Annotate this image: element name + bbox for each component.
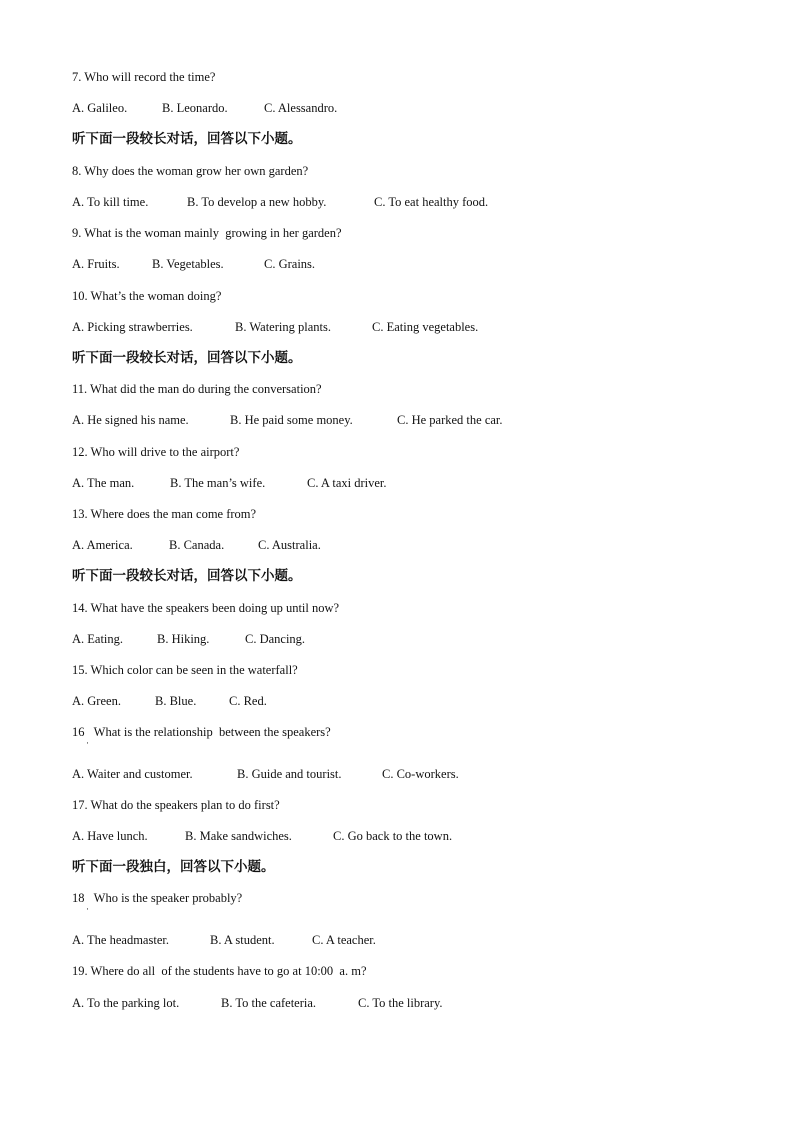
option-c: C. To the library. bbox=[358, 996, 443, 1010]
option-a: A. The headmaster. bbox=[72, 933, 169, 947]
option-a: A. Fruits. bbox=[72, 257, 120, 271]
question-text: 16 What is the relationship between the speakers? bbox=[72, 725, 331, 739]
option-b: B. To the cafeteria. bbox=[221, 996, 317, 1010]
option-c: C. Red. bbox=[229, 694, 267, 708]
option-b: B. Vegetables. bbox=[152, 257, 224, 271]
option-c: C. Alessandro. bbox=[264, 101, 338, 115]
option-c: C. Australia. bbox=[258, 538, 321, 552]
question-text: 15. Which color can be seen in the waterfall? bbox=[72, 663, 298, 677]
section-instruction: 听下面一段较长对话，回答以下小题。 bbox=[72, 568, 302, 584]
option-b: B. Make sandwiches. bbox=[185, 829, 292, 843]
option-c: C. He parked the car. bbox=[397, 413, 503, 427]
option-c: C. Co-workers. bbox=[382, 767, 459, 781]
question-text: 13. Where does the man come from? bbox=[72, 507, 257, 521]
question-text: 9. What is the woman mainly growing in her garden? bbox=[72, 226, 342, 240]
question-text: 17. What do the speakers plan to do first? bbox=[72, 798, 280, 812]
option-c: C. A teacher. bbox=[312, 933, 376, 947]
option-b: B. A student. bbox=[210, 933, 275, 947]
section-instruction: 听下面一段独白，回答以下小题。 bbox=[72, 859, 275, 875]
option-a: A. Waiter and customer. bbox=[72, 767, 193, 781]
option-c: C. A taxi driver. bbox=[307, 476, 387, 490]
option-a: A. Have lunch. bbox=[72, 829, 148, 843]
option-b: B. Canada. bbox=[169, 538, 225, 552]
option-b: B. Hiking. bbox=[157, 632, 210, 646]
question-text: 10. What’s the woman doing? bbox=[72, 289, 222, 303]
option-b: B. To develop a new hobby. bbox=[187, 195, 327, 209]
question-text: 12. Who will drive to the airport? bbox=[72, 445, 240, 459]
option-a: A. To the parking lot. bbox=[72, 996, 180, 1010]
option-a: A. The man. bbox=[72, 476, 135, 490]
option-a: A. America. bbox=[72, 538, 133, 552]
question-text: 11. What did the man do during the conversation? bbox=[72, 382, 322, 396]
option-a: A. He signed his name. bbox=[72, 413, 189, 427]
option-b: B. Leonardo. bbox=[162, 101, 228, 115]
question-text: 7. Who will record the time? bbox=[72, 70, 216, 84]
option-a: A. Green. bbox=[72, 694, 121, 708]
question-text: 18 Who is the speaker probably? bbox=[72, 891, 243, 905]
option-c: C. Eating vegetables. bbox=[372, 320, 479, 334]
option-a: A. Eating. bbox=[72, 632, 124, 646]
option-c: C. Dancing. bbox=[245, 632, 306, 646]
option-c: C. Go back to the town. bbox=[333, 829, 453, 843]
option-a: A. To kill time. bbox=[72, 195, 149, 209]
option-c: C. Grains. bbox=[264, 257, 316, 271]
stray-dot-mark: · bbox=[86, 738, 89, 748]
question-text: 19. Where do all of the students have to go at 10:00 a. m? bbox=[72, 964, 367, 978]
section-instruction: 听下面一段较长对话，回答以下小题。 bbox=[72, 131, 302, 147]
option-a: A. Picking strawberries. bbox=[72, 320, 193, 334]
option-b: B. He paid some money. bbox=[230, 413, 353, 427]
question-text: 14. What have the speakers been doing up until now? bbox=[72, 601, 340, 615]
option-b: B. Watering plants. bbox=[235, 320, 331, 334]
option-b: B. Blue. bbox=[155, 694, 197, 708]
option-b: B. Guide and tourist. bbox=[237, 767, 342, 781]
option-c: C. To eat healthy food. bbox=[374, 195, 489, 209]
question-text: 8. Why does the woman grow her own garden? bbox=[72, 164, 309, 178]
stray-dot-mark: · bbox=[86, 904, 89, 914]
option-b: B. The man’s wife. bbox=[170, 476, 266, 490]
section-instruction: 听下面一段较长对话，回答以下小题。 bbox=[72, 350, 302, 366]
option-a: A. Galileo. bbox=[72, 101, 128, 115]
